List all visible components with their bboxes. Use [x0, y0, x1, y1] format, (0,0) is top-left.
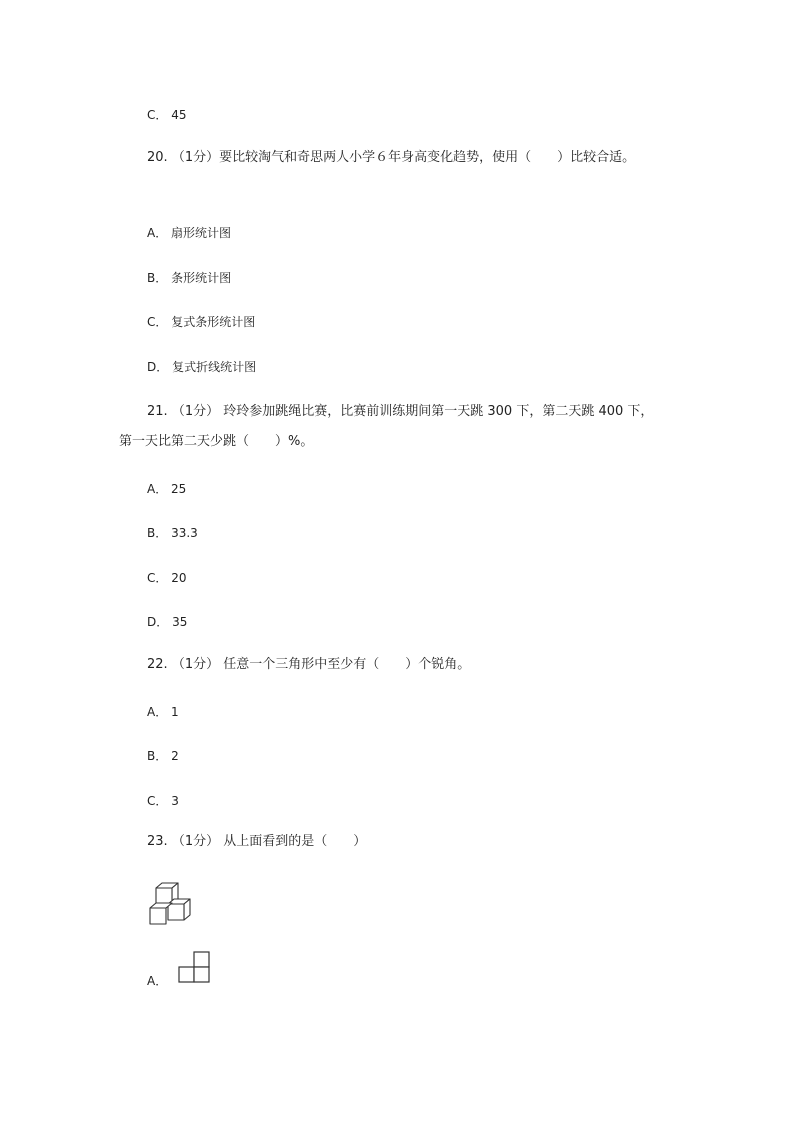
question-text: 从上面看到的是（ ） — [223, 834, 367, 849]
option-text: 扇形统计图 — [171, 226, 232, 240]
question-number: 23. — [147, 834, 168, 849]
option-text: 35 — [172, 615, 188, 629]
question-23 — [147, 833, 366, 851]
q21-option-c — [147, 569, 187, 587]
question-score: （1分） — [171, 150, 220, 165]
question-number: 20. — [147, 150, 168, 165]
question-21-continued — [119, 433, 313, 451]
q22-option-a — [147, 703, 179, 721]
option-label: C． — [147, 315, 168, 329]
option-label: D． — [147, 360, 169, 374]
option-label: A． — [147, 974, 168, 988]
question-score: （1分） — [171, 404, 220, 419]
option-text: 1 — [171, 705, 179, 719]
option-label: C． — [147, 571, 168, 585]
q20-option-b — [147, 269, 231, 287]
option-text: 3 — [171, 794, 179, 808]
option-text: 33.3 — [171, 526, 198, 540]
q22-option-c — [147, 792, 179, 810]
option-c-prev — [147, 106, 187, 124]
option-label: A． — [147, 482, 168, 496]
question-number: 22. — [147, 657, 168, 672]
q21-option-a — [147, 480, 186, 498]
q20-option-a — [147, 224, 231, 242]
question-text-cont: 第一天比第二天少跳（ ）%。 — [119, 434, 314, 449]
cube-stack-figure — [146, 880, 196, 926]
option-label: B． — [147, 749, 168, 763]
option-text: 45 — [171, 108, 187, 122]
q23-option-a — [147, 972, 167, 990]
top-view-figure — [177, 950, 213, 986]
question-20 — [147, 149, 635, 167]
question-text: 玲玲参加跳绳比赛，比赛前训练期间第一天跳 300 下，第二天跳 400 下， — [223, 404, 654, 419]
question-text: 要比较淘气和奇思两人小学６年身高变化趋势，使用（ ）比较合适。 — [219, 150, 636, 165]
option-label: A． — [147, 226, 168, 240]
q20-option-c — [147, 313, 255, 331]
question-score: （1分） — [171, 834, 220, 849]
question-score: （1分） — [171, 657, 220, 672]
q22-option-b — [147, 747, 179, 765]
option-text: 复式条形统计图 — [171, 315, 256, 329]
q20-option-d — [147, 358, 256, 376]
q21-option-d — [147, 613, 187, 631]
question-22 — [147, 656, 470, 674]
option-text: 条形统计图 — [171, 271, 232, 285]
option-text: 25 — [171, 482, 187, 496]
question-text: 任意一个三角形中至少有（ ）个锐角。 — [223, 657, 471, 672]
option-text: 2 — [171, 749, 179, 763]
option-text: 20 — [171, 571, 187, 585]
option-label: D． — [147, 615, 169, 629]
option-text: 复式折线统计图 — [172, 360, 257, 374]
option-label: A． — [147, 705, 168, 719]
option-label: C． — [147, 108, 168, 122]
option-label: B． — [147, 271, 168, 285]
question-21 — [147, 403, 653, 421]
option-label: B． — [147, 526, 168, 540]
option-label: C． — [147, 794, 168, 808]
q21-option-b — [147, 524, 198, 542]
question-number: 21. — [147, 404, 168, 419]
